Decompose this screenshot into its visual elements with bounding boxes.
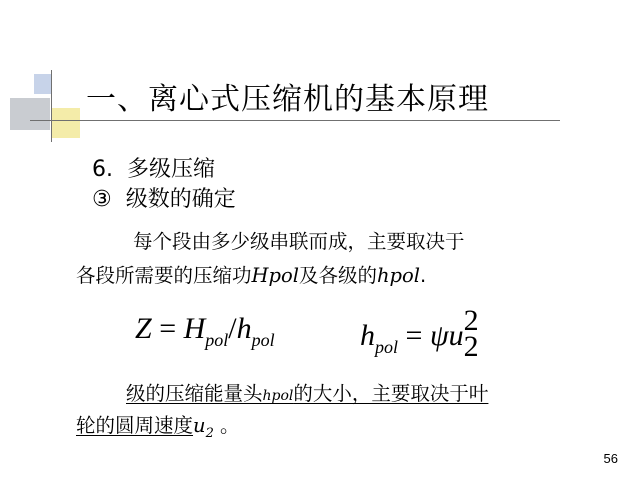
formula2-fraction — [463, 304, 479, 363]
paragraph1-line2 — [76, 260, 426, 288]
section-number: 6. — [92, 157, 113, 182]
formula1-h: h — [236, 312, 252, 345]
para1-end: . — [420, 264, 427, 287]
var-u: u — [193, 414, 206, 437]
decor-gray-square — [10, 98, 50, 130]
decor-vertical-line — [51, 70, 52, 142]
para2-text-c: 轮的圆周速度 — [76, 414, 194, 437]
slide-title: 一、离心式压缩机的基本原理 — [86, 82, 489, 117]
var-u-sub: 2 — [205, 426, 214, 441]
para1-text-a: 各段所需要的压缩功 — [76, 264, 252, 287]
formula1-Z: Z — [135, 312, 152, 345]
decor-yellow-square — [52, 108, 80, 138]
formula-stage-count — [135, 312, 275, 350]
formula2-eq: = — [398, 318, 430, 352]
section-heading — [92, 152, 215, 183]
formula-energy-head — [360, 304, 479, 364]
formula2-denominator: 2 — [463, 330, 479, 363]
para2-text-a: 级的压缩能量头 — [126, 382, 263, 405]
formula1-H: H — [183, 312, 206, 345]
formula1-H-sub: pol — [205, 330, 229, 350]
formula2-h: h — [360, 318, 375, 352]
title-underline-rule — [30, 120, 560, 121]
formula1-slash: / — [228, 312, 237, 345]
para1-text-b: 及各级的 — [298, 264, 377, 287]
var-hpol: hpol — [377, 264, 421, 287]
para2-end: 。 — [213, 414, 240, 437]
paragraph2-line1 — [126, 378, 488, 406]
var-Hpol: Hpol — [251, 264, 299, 287]
page-number: 56 — [603, 451, 618, 466]
var-hpol-small: hpol — [262, 388, 294, 404]
formula1-eq: = — [151, 312, 184, 345]
formula1-h-sub: pol — [251, 330, 275, 350]
item-marker: ③ — [92, 187, 112, 212]
decor-blue-square — [34, 74, 52, 94]
paragraph2-line2 — [76, 410, 240, 441]
formula2-numerator: 2 — [463, 304, 479, 337]
paragraph1-line1: 每个段由多少级串联而成，主要取决于 — [133, 230, 465, 253]
para2-text-b: 的大小，主要取决于叶 — [293, 382, 489, 405]
formula2-psi-u: ψu — [429, 318, 464, 352]
formula2-h-sub: pol — [375, 336, 399, 357]
section-title: 多级压缩 — [127, 157, 216, 182]
subsection-title: 级数的确定 — [125, 187, 236, 212]
subsection-heading — [92, 182, 236, 213]
